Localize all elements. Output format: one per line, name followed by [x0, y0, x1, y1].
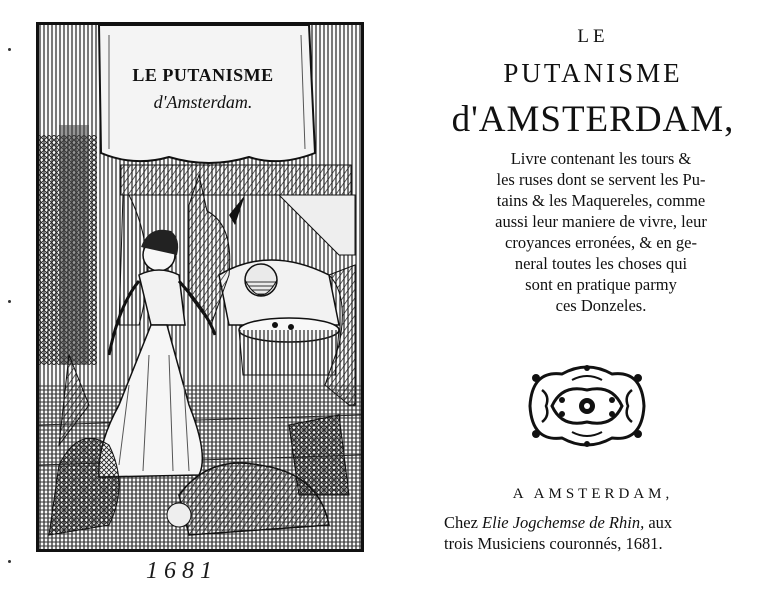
imprint-place: A AMSTERDAM, [512, 486, 674, 502]
margin-mark [8, 560, 11, 563]
title-place: d'AMSTERDAM, [451, 99, 735, 140]
title-article: LE [577, 26, 609, 47]
margin-mark [8, 300, 11, 303]
title-page [426, 20, 760, 580]
description-line: neral toutes les choses qui [514, 254, 688, 273]
publisher-prefix: Chez [444, 513, 478, 532]
frontispiece-banner [105, 41, 301, 153]
description-line: ces Donzeles. [555, 296, 647, 315]
description-line: croyances erronées, & en ge- [505, 233, 697, 252]
printers-ornament-icon [522, 360, 652, 452]
description-line: sont en pratique parmy [525, 275, 677, 294]
publisher-suffix: aux [648, 513, 673, 532]
description-line: les ruses dont se servent les Pu- [496, 170, 706, 189]
publisher-line-2: trois Musiciens couronnés, 1681. [444, 534, 663, 553]
publisher-name: Elie Jogchemse de Rhin, [482, 513, 645, 532]
description-line: Livre contenant les tours & [510, 149, 692, 168]
publisher-imprint [444, 512, 760, 554]
title-description [446, 148, 756, 316]
banner-subtitle: d'Amsterdam. [153, 92, 253, 112]
title-main: PUTANISME [503, 58, 683, 88]
banner-title: LE PUTANISME [132, 65, 274, 85]
margin-mark [8, 48, 11, 51]
frontispiece-engraving [36, 22, 364, 552]
description-line: aussi leur maniere de vivre, leur [495, 212, 707, 231]
description-line: tains & les Maquereles, comme [496, 191, 706, 210]
handwritten-date: 1681 [146, 558, 218, 584]
publisher-line-1 [444, 512, 760, 533]
